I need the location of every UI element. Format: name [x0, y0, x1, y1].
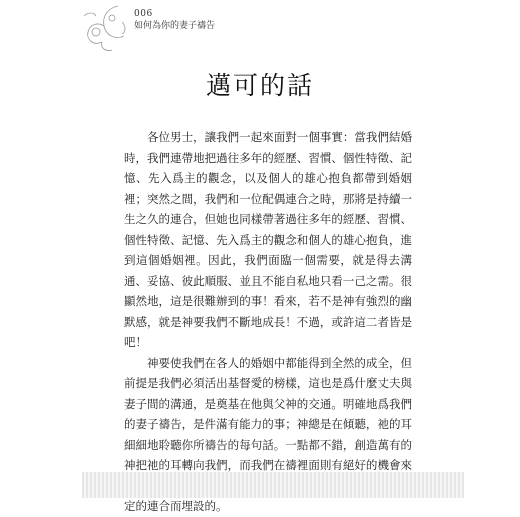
running-header: [134, 8, 215, 32]
page-number: 006: [134, 9, 153, 19]
paragraph: 神要使我們在各人的婚姻中都能得到全然的成全，但前提是我們必須活出基督愛的榜樣，這也是爲什麼丈夫與妻子間的溝通，是奠基在他與父神的交通。明確地爲我們的妻子禱告，是件滿有能力的事；神總是在傾聽，祂的耳細細地聆聽你所禱告的每句話。一點都不錯，創造萬有的神把祂的耳轉向我們，而我們在禱裡面則有絕好的機會來 定的連合而埋設的。: [124, 355, 412, 513]
paragraph: 各位男士，讓我們一起來面對一個事實：當我們結婚時，我們連帶地把過往多年的經歷、習慣、個性特徵、記憶、先入爲主的觀念，以及個人的雄心抱負都帶到婚姻裡；突然之間，我們和一位配偶連合之時，那將是持續一生之久的連合，但她也同樣帶著過往多年的經歷、習慣、個性特徵、記憶、先入爲主的觀念和個人的雄心抱負，進到這個婚姻裡。因此，我們面臨一個需要，就是得去溝通、妥協、彼此順服、並且不能自私地只看一己之需。很顯然地，這是很難辦到的事！看來，若不是神有強烈的幽默感，就是神要我們不斷地成長！不過，或許這二者皆是吧！: [124, 130, 412, 349]
chapter-title: 邁可的話: [205, 71, 314, 100]
body-text: [124, 127, 412, 517]
book-title: 如何為你的妻子禱告: [134, 21, 216, 31]
floral-ornament-icon: [78, 2, 130, 54]
footer-decoration: [82, 472, 464, 498]
